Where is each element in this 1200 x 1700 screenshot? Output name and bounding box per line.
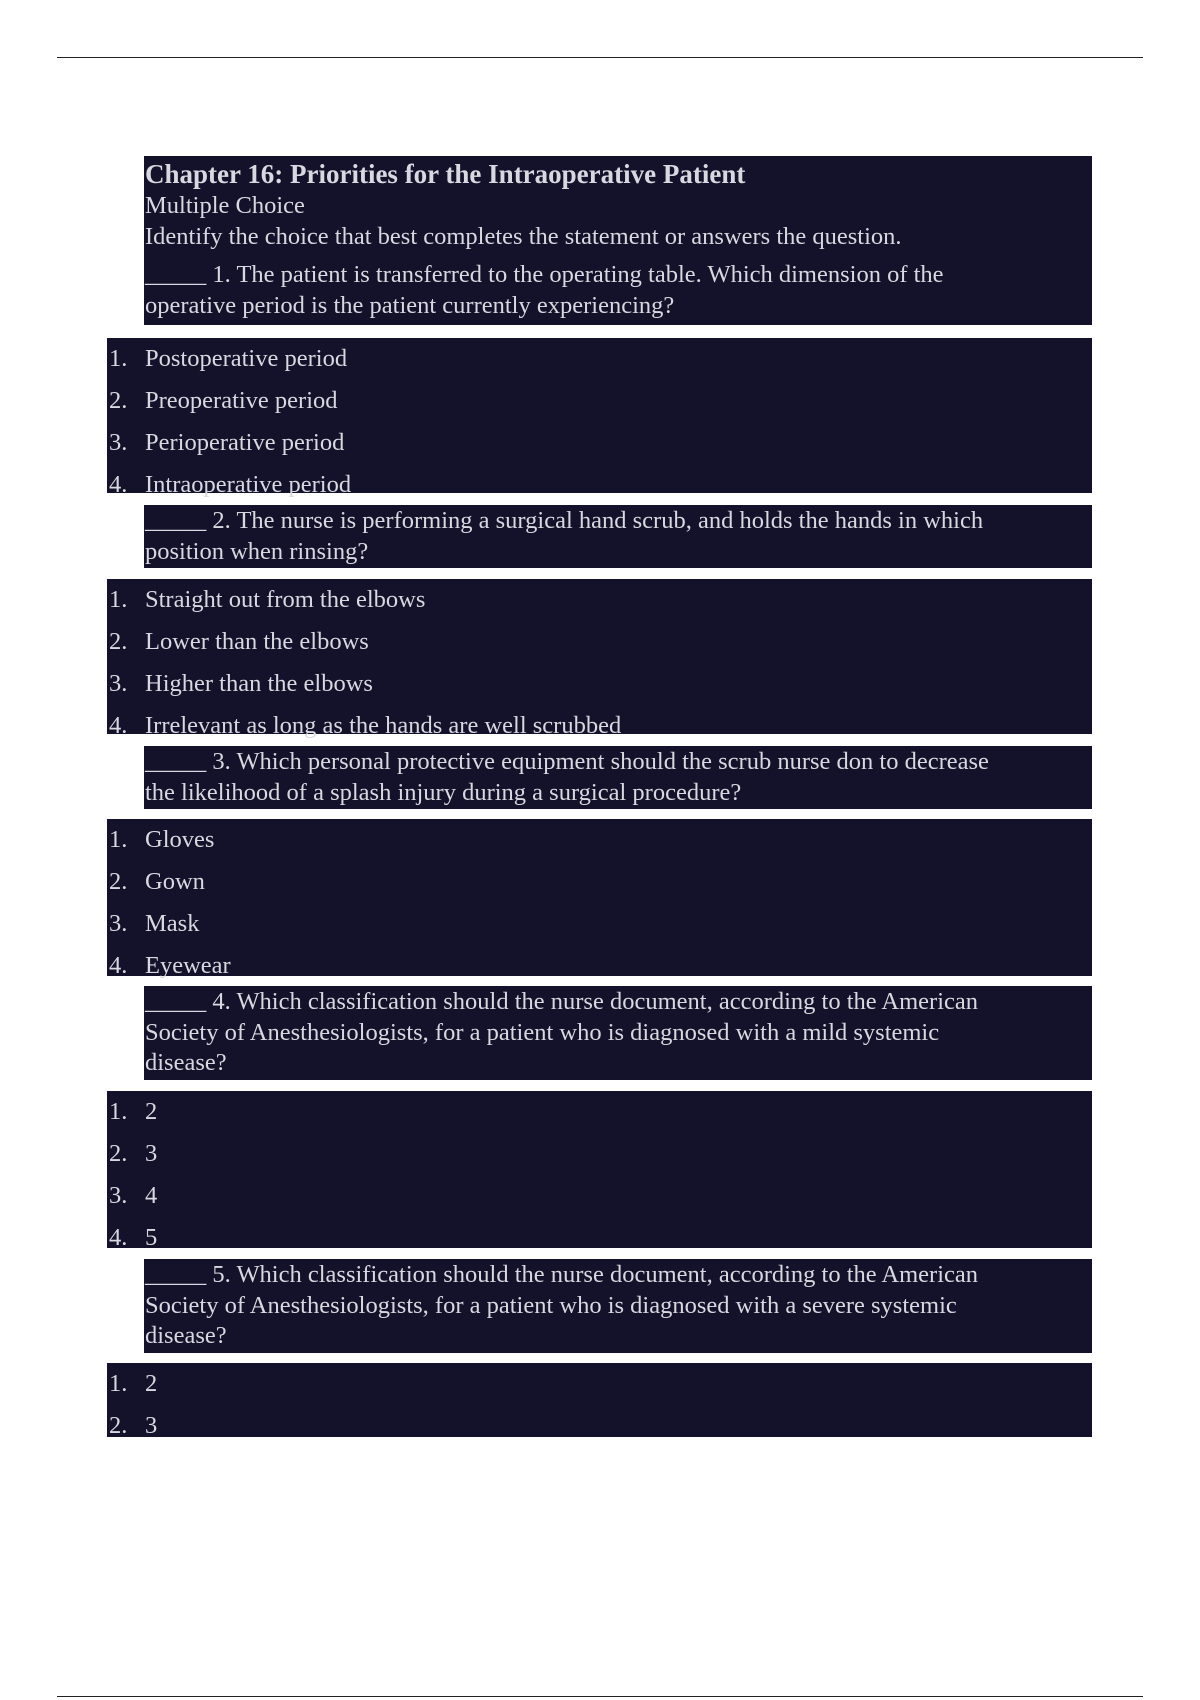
option xyxy=(107,705,1092,747)
option-number: 2. xyxy=(109,1140,128,1167)
option-number: 1. xyxy=(109,586,128,613)
option-text: 5 xyxy=(145,1224,158,1251)
option-number: 2. xyxy=(109,628,128,655)
option xyxy=(107,819,1092,861)
option-text: Eyewear xyxy=(145,952,231,979)
option xyxy=(107,621,1092,663)
option-text: 3 xyxy=(145,1412,158,1439)
option-text: 2 xyxy=(145,1098,158,1125)
question-4: _____ 4. Which classification should the nurse document, according to the American Society of Anesthesiologists, for a patient who is diagnosed with a mild systemic disease? xyxy=(144,986,1092,1080)
option-number: 1. xyxy=(109,826,128,853)
option-number: 3. xyxy=(109,910,128,937)
top-rule xyxy=(57,57,1143,58)
option-text: Gloves xyxy=(145,826,215,853)
question-line: Which personal protective equipment should the scrub nurse don to decrease xyxy=(236,748,989,775)
option-text: Gown xyxy=(145,868,205,895)
question-line: Society of Anesthesiologists, for a patient who is diagnosed with a severe systemic xyxy=(145,1291,957,1319)
option-number: 4. xyxy=(109,471,128,498)
question-number: 3. xyxy=(212,748,231,775)
question-1: _____ 1. The patient is transferred to the operating table. Which dimension of the operative period is the patient currently experiencing? xyxy=(145,260,1092,321)
option xyxy=(107,945,1092,987)
option-number: 2. xyxy=(109,387,128,414)
option-number: 1. xyxy=(109,1098,128,1125)
option-number: 3. xyxy=(109,1182,128,1209)
options-question-5 xyxy=(107,1363,1092,1437)
option xyxy=(107,903,1092,945)
option-number: 2. xyxy=(109,1412,128,1439)
answer-blank: ____ xyxy=(145,261,194,288)
answer-blank: ____ xyxy=(145,507,194,534)
option xyxy=(107,579,1092,621)
option-number: 4. xyxy=(109,1224,128,1251)
options-question-2 xyxy=(107,579,1092,739)
answer-blank: ____ xyxy=(145,988,194,1015)
options-question-1 xyxy=(107,338,1092,498)
instructions: Identify the choice that best completes the statement or answers the question. xyxy=(145,222,902,250)
option-text: Straight out from the elbows xyxy=(145,586,426,613)
question-line: disease? xyxy=(145,1322,227,1349)
question-line: operative period is the patient currently experiencing? xyxy=(145,291,675,319)
option xyxy=(107,338,1092,380)
option xyxy=(107,1175,1092,1217)
chapter-title: Chapter 16: Priorities for the Intraoperative Patient xyxy=(145,159,746,189)
option xyxy=(107,1091,1092,1133)
question-line: position when rinsing? xyxy=(145,537,369,565)
answer-blank: ____ xyxy=(145,748,194,775)
option xyxy=(107,422,1092,464)
question-number: 1. xyxy=(212,261,231,288)
question-line: Society of Anesthesiologists, for a patient who is diagnosed with a mild systemic xyxy=(145,1018,940,1046)
option xyxy=(107,861,1092,903)
option-text: Irrelevant as long as the hands are well scrubbed xyxy=(145,712,622,739)
option-number: 3. xyxy=(109,429,128,456)
option-number: 4. xyxy=(109,712,128,739)
option xyxy=(107,1217,1092,1259)
option xyxy=(107,663,1092,705)
option xyxy=(107,464,1092,506)
option xyxy=(107,380,1092,422)
question-number: 2. xyxy=(212,507,231,534)
header-block xyxy=(144,156,1092,325)
option-text: Lower than the elbows xyxy=(145,628,369,655)
answer-blank: ____ xyxy=(145,1261,194,1288)
question-2: _____ 2. The nurse is performing a surgical hand scrub, and holds the hands in which position when rinsing? xyxy=(144,505,1092,568)
options-question-3 xyxy=(107,819,1092,979)
option-text: Intraoperative period xyxy=(145,471,352,498)
option-number: 2. xyxy=(109,868,128,895)
question-line: Which classification should the nurse document, according to the American xyxy=(236,988,979,1015)
option-number: 1. xyxy=(109,345,128,372)
question-line: The nurse is performing a surgical hand scrub, and holds the hands in which xyxy=(236,507,984,534)
question-line: the likelihood of a splash injury during a surgical procedure? xyxy=(145,778,742,806)
question-number: 5. xyxy=(212,1261,231,1288)
option xyxy=(107,1363,1092,1405)
option-text: Perioperative period xyxy=(145,429,345,456)
question-5: _____ 5. Which classification should the nurse document, according to the American Society of Anesthesiologists, for a patient who is diagnosed with a severe systemic disease? xyxy=(144,1259,1092,1353)
option-text: Higher than the elbows xyxy=(145,670,373,697)
question-number: 4. xyxy=(212,988,231,1015)
question-line: Which classification should the nurse document, according to the American xyxy=(236,1261,979,1288)
option-text: 2 xyxy=(145,1370,158,1397)
option-text: Mask xyxy=(145,910,200,937)
question-3: _____ 3. Which personal protective equipment should the scrub nurse don to decrease the likelihood of a splash injury during a surgical procedure? xyxy=(144,746,1092,809)
option-number: 1. xyxy=(109,1370,128,1397)
option-number: 3. xyxy=(109,670,128,697)
option xyxy=(107,1405,1092,1447)
bottom-rule xyxy=(57,1696,1143,1697)
option-text: 4 xyxy=(145,1182,158,1209)
option-text: Preoperative period xyxy=(145,387,338,414)
question-line: The patient is transferred to the operating table. Which dimension of the xyxy=(236,261,944,288)
question-line: disease? xyxy=(145,1049,227,1076)
option-text: 3 xyxy=(145,1140,158,1167)
option-number: 4. xyxy=(109,952,128,979)
option-text: Postoperative period xyxy=(145,345,348,372)
options-question-4 xyxy=(107,1091,1092,1251)
section-label: Multiple Choice xyxy=(145,192,305,219)
option xyxy=(107,1133,1092,1175)
